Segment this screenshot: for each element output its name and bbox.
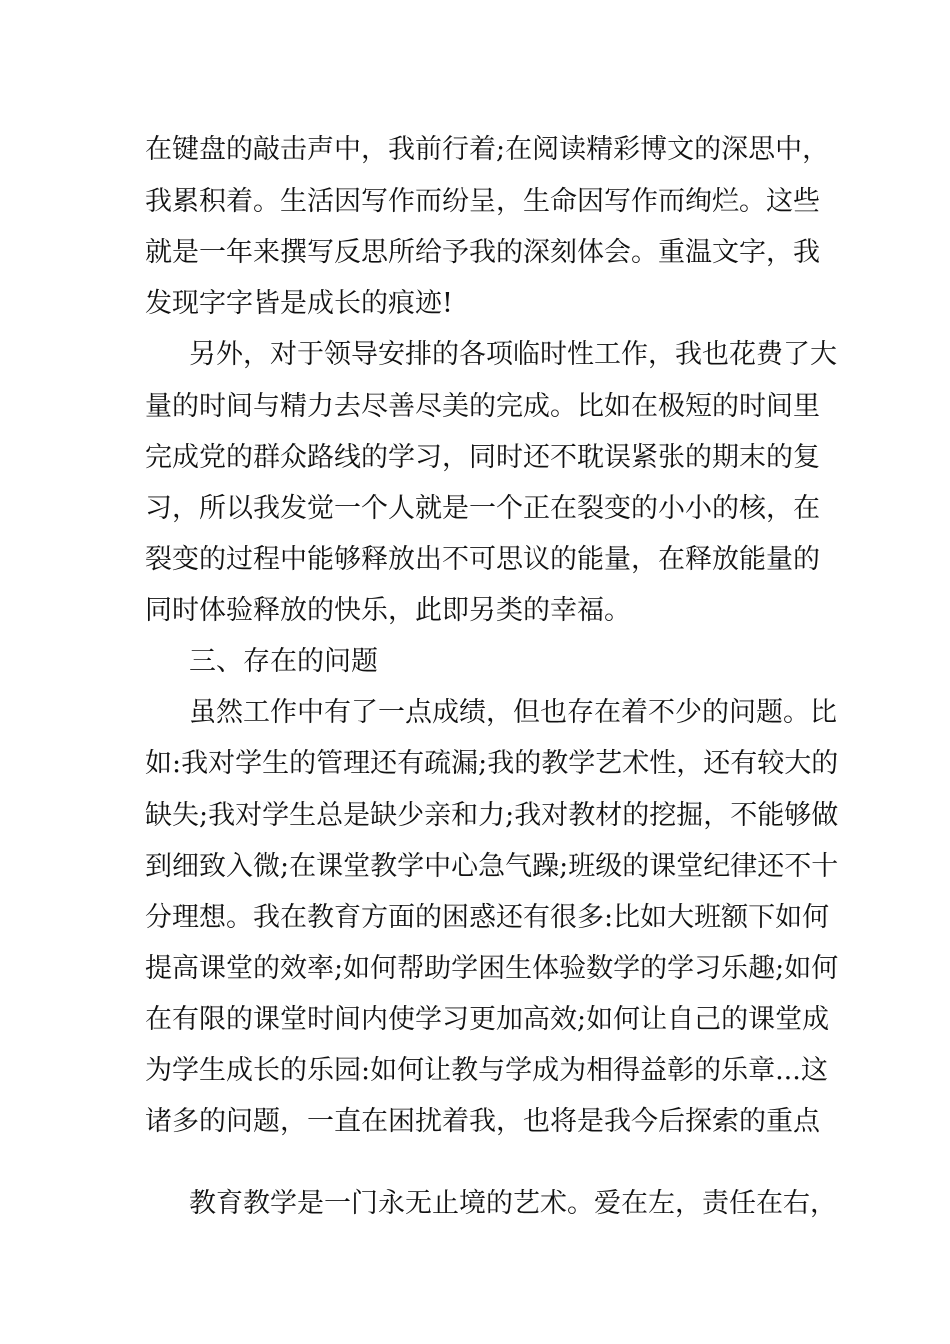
text-line: 我累积着。生活因写作而纷呈，生命因写作而绚烂。这些	[145, 186, 820, 217]
text-line: 就是一年来撰写反思所给予我的深刻体会。重温文字，我	[145, 237, 820, 268]
text-line: 完成党的群众路线的学习，同时还不耽误紧张的期末的复	[145, 442, 820, 473]
text-line: 提高课堂的效率;如何帮助学困生体验数学的学习乐趣;如何	[145, 953, 839, 984]
text-line: 裂变的过程中能够释放出不可思议的能量，在释放能量的	[145, 544, 820, 575]
text-line: 到细致入微;在课堂教学中心急气躁;班级的课堂纪律还不十	[145, 851, 839, 882]
text-line: 缺失;我对学生总是缺少亲和力;我对教材的挖掘，不能够做	[145, 800, 839, 831]
text-line: 量的时间与精力去尽善尽美的完成。比如在极短的时间里	[145, 391, 820, 422]
text-line: 在键盘的敲击声中，我前行着;在阅读精彩博文的深思中，	[145, 134, 830, 165]
paragraph-first-line: 教育教学是一门永无止境的艺术。爱在左，责任在右，	[189, 1188, 837, 1219]
text-line: 习，所以我发觉一个人就是一个正在裂变的小小的核，在	[145, 493, 820, 524]
text-line: 发现字字皆是成长的痕迹!	[145, 288, 453, 319]
text-line: 为学生成长的乐园:如何让教与学成为相得益彰的乐章...这	[145, 1055, 828, 1086]
text-line: 在有限的课堂时间内使学习更加高效;如何让自己的课堂成	[145, 1004, 830, 1035]
section-heading: 三、存在的问题	[189, 646, 378, 677]
paragraph-first-line: 虽然工作中有了一点成绩，但也存在着不少的问题。比	[189, 697, 837, 728]
text-line: 如:我对学生的管理还有疏漏;我的教学艺术性，还有较大的	[145, 748, 839, 779]
text-line: 分理想。我在教育方面的困惑还有很多:比如大班额下如何	[145, 902, 830, 933]
paragraph-first-line: 另外，对于领导安排的各项临时性工作，我也花费了大	[189, 339, 837, 370]
text-line: 诸多的问题，一直在困扰着我，也将是我今后探索的重点	[145, 1106, 820, 1137]
text-line: 同时体验释放的快乐，此即另类的幸福。	[145, 595, 631, 626]
